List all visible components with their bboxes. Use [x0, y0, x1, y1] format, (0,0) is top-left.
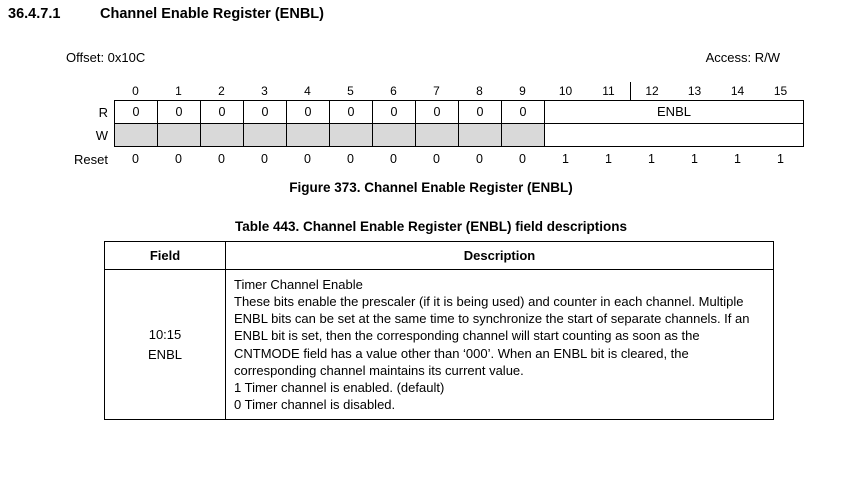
read-bit: 0: [502, 101, 545, 123]
description-option-0: 0 Timer channel is disabled.: [234, 397, 396, 413]
write-bit: [115, 124, 158, 146]
reset-bit: 1: [605, 152, 612, 166]
reset-bit: 0: [132, 152, 139, 166]
bit-number: 2: [218, 84, 225, 98]
table-row: [105, 270, 774, 420]
section-heading: [8, 6, 324, 22]
table-header-row: [105, 242, 774, 270]
bit-number: 0: [132, 84, 139, 98]
write-bit: [459, 124, 502, 146]
field-bits: 10:15: [148, 327, 182, 343]
header-field: Field: [105, 242, 226, 270]
bit-number: 14: [730, 84, 745, 98]
read-bit: 0: [244, 101, 287, 123]
register-offset: Offset: 0x10C: [66, 50, 146, 65]
reset-bit: 1: [562, 152, 569, 166]
write-bit: [416, 124, 459, 146]
reset-bit: 0: [476, 152, 483, 166]
section-number: 36.4.7.1: [8, 6, 61, 22]
reset-bit: 0: [347, 152, 354, 166]
bit-number: 11: [602, 84, 615, 98]
write-bit-grid: [114, 124, 804, 147]
bit-number-row: [66, 82, 804, 100]
reset-bit: 1: [777, 152, 784, 166]
reset-bit: 0: [175, 152, 182, 166]
register-reset-row: [66, 150, 804, 168]
reset-bit: 1: [734, 152, 741, 166]
description-option-1: 1 Timer channel is enabled. (default): [234, 379, 445, 395]
bit-number: 5: [347, 84, 354, 98]
description-body: These bits enable the prescaler (if it is being used) and counter in each channel. Multiple ENBL bits can be set at the same time to synchronize the start of separate channels. If an ENBL bit is set, then the corresponding channel will start counting as soon as the CNTMODE field has a value other than ‘000’. When an ENBL bit is cleared, the corresponding channel maintains its current value.: [234, 294, 750, 378]
read-bit: 0: [416, 101, 459, 123]
write-bit: [373, 124, 416, 146]
bit-number: 15: [773, 84, 788, 98]
write-bit: [201, 124, 244, 146]
register-write-row: [66, 124, 804, 147]
write-bit: [330, 124, 373, 146]
bit-number-row-spacer: [66, 82, 114, 100]
read-bit: 0: [201, 101, 244, 123]
read-bit-grid: [114, 100, 804, 124]
read-bit: 0: [158, 101, 201, 123]
reset-bit: 1: [648, 152, 655, 166]
bit-number: 13: [687, 84, 702, 98]
register-diagram: [66, 82, 804, 168]
reset-bit: 0: [433, 152, 440, 166]
read-row-label: R: [98, 104, 108, 120]
bit-number: 3: [261, 84, 268, 98]
reset-bit: 0: [218, 152, 225, 166]
bit-number: 4: [304, 84, 311, 98]
register-read-row: [66, 100, 804, 124]
description-title: Timer Channel Enable: [234, 277, 363, 292]
field-descriptions-table: [104, 241, 774, 420]
reset-bit: 0: [261, 152, 268, 166]
write-bit: [244, 124, 287, 146]
bit-number: 10: [558, 84, 573, 98]
section-title: Channel Enable Register (ENBL): [100, 6, 324, 22]
read-bit: 0: [459, 101, 502, 123]
bit-number-grid: [114, 82, 802, 100]
reset-bit: 0: [519, 152, 526, 166]
bit-number: 1: [175, 84, 182, 98]
write-bit: [502, 124, 545, 146]
read-bit: 0: [330, 101, 373, 123]
field-cell: [105, 270, 226, 420]
field-name: ENBL: [148, 346, 182, 362]
figure-caption: Figure 373. Channel Enable Register (ENBL): [289, 180, 573, 195]
reset-bit: 1: [691, 152, 698, 166]
register-access: Access: R/W: [705, 50, 780, 65]
write-bit: [158, 124, 201, 146]
read-bit: 0: [287, 101, 330, 123]
reset-bit-grid: [114, 150, 802, 168]
bit-number: 12: [630, 82, 673, 100]
reset-bit: 0: [390, 152, 397, 166]
bit-number: 7: [433, 84, 440, 98]
write-row-label: W: [95, 128, 108, 143]
register-field-enbl: ENBL: [545, 101, 803, 123]
bit-number: 6: [390, 84, 397, 98]
read-bit: 0: [373, 101, 416, 123]
write-bit: [287, 124, 330, 146]
write-field-enbl: [545, 124, 803, 146]
bit-number: 9: [519, 84, 526, 98]
table-caption: Table 443. Channel Enable Register (ENBL) field descriptions: [234, 219, 628, 234]
description-cell: [226, 270, 774, 420]
header-description: Description: [226, 242, 774, 270]
reset-bit: 0: [304, 152, 311, 166]
bit-number: 8: [476, 84, 483, 98]
read-bit: 0: [115, 101, 158, 123]
reset-row-label: Reset: [74, 151, 108, 167]
